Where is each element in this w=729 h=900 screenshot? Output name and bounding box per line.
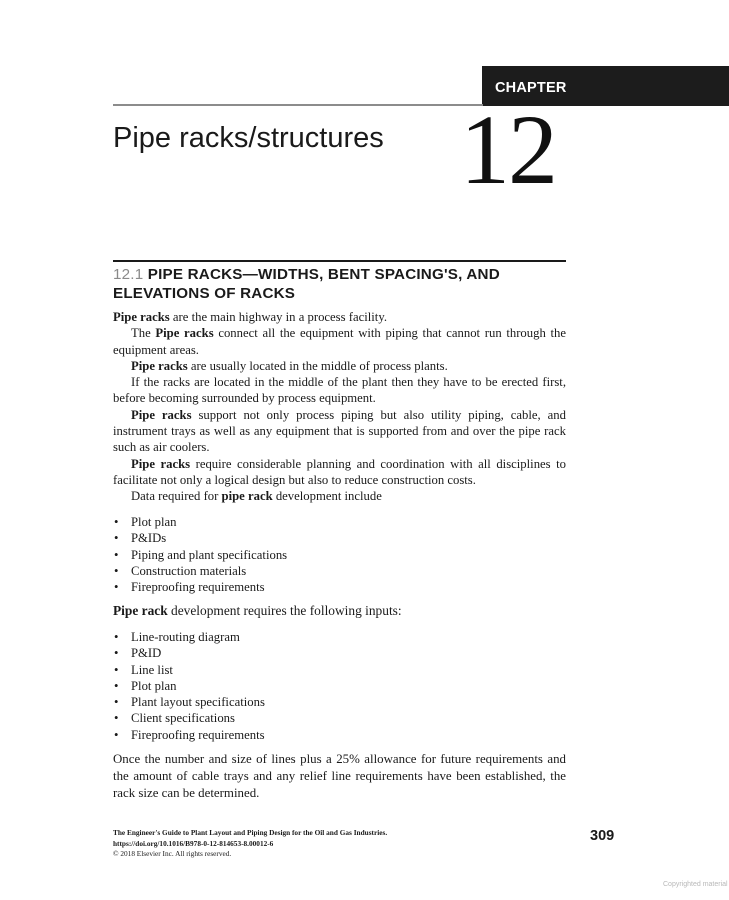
list-item: • Fireproofing requirements <box>114 580 265 595</box>
key-term: Pipe racks <box>131 358 188 373</box>
list-item: • Plot plan <box>114 515 177 529</box>
section-rule <box>113 260 566 262</box>
chapter-rule <box>113 104 483 106</box>
chapter-label: CHAPTER <box>495 80 567 96</box>
section-number: 12.1 <box>113 266 144 283</box>
inputs-lead-paragraph: Pipe rack development requires the following inputs: <box>113 603 402 618</box>
key-term: Pipe racks <box>155 326 214 341</box>
paragraph: Pipe racks are the main highway in a process facility. <box>113 310 388 324</box>
list-item: • Plant layout specifications <box>114 695 265 710</box>
key-term: Pipe racks <box>131 407 192 422</box>
list-item: • Plot plan <box>114 678 177 693</box>
bullet-icon: • <box>114 646 119 661</box>
list-item: • P&ID <box>114 646 162 661</box>
bullet-icon: • <box>114 711 119 726</box>
chapter-title: Pipe racks/structures <box>113 122 384 154</box>
body-paragraphs <box>113 309 566 505</box>
key-term: Pipe racks <box>131 456 191 471</box>
paragraph: Pipe racks require considerable planning and coordination with all disciplines to facilitate not only a logical design but also to reduce construction costs. <box>113 456 566 487</box>
bullet-icon: • <box>114 547 119 562</box>
paragraph: Pipe racks support not only process piping but also utility piping, cable, and instrument trays as well as any equipment that is supported from and over the pipe rack such as air coolers. <box>113 407 566 455</box>
paragraph: The Pipe racks connect all the equipment with piping that cannot run through the equipment areas. <box>113 326 566 357</box>
key-term: pipe rack <box>221 489 273 504</box>
list-item: • Line list <box>114 662 173 677</box>
watermark: Copyrighted material <box>663 881 728 888</box>
bullet-icon: • <box>114 531 119 546</box>
list-item: • Construction materials <box>114 563 247 578</box>
section-heading <box>113 266 573 303</box>
section-title: PIPE RACKS—WIDTHS, BENT SPACING'S, AND ELEVATIONS OF RACKS <box>113 266 500 302</box>
list-item: • Fireproofing requirements <box>114 727 265 742</box>
bullet-icon: • <box>114 678 119 693</box>
list-item: • P&IDs <box>114 531 167 546</box>
book-title: The Engineer's Guide to Plant Layout and Piping Design for the Oil and Gas Industries. <box>113 828 388 837</box>
bullet-icon: • <box>114 580 119 595</box>
bullet-icon: • <box>114 515 119 529</box>
copyright-notice: © 2018 Elsevier Inc. All rights reserved. <box>113 849 232 858</box>
bullet-icon: • <box>114 563 119 578</box>
paragraph: If the racks are located in the middle of the plant then they have to be erected first, before becoming surrounded by process equipment. <box>113 375 566 406</box>
page-number: 309 <box>590 828 615 844</box>
list-item: • Piping and plant specifications <box>114 547 288 562</box>
key-term: Pipe racks <box>113 310 170 324</box>
paragraph: Data required for pipe rack development include <box>131 489 382 504</box>
paragraph: Pipe racks are usually located in the middle of process plants. <box>131 358 448 373</box>
list-item: • Client specifications <box>114 711 235 726</box>
bullet-icon: • <box>114 727 119 742</box>
closing-paragraph: Once the number and size of lines plus a 25% allowance for future requirements and the amount of cable trays and any relief line requirements have been established, the rack size can be determined. <box>113 752 566 800</box>
key-term: Pipe rack <box>113 603 168 618</box>
bullet-icon: • <box>114 630 119 644</box>
inputs-list <box>113 629 566 743</box>
data-required-list <box>113 514 566 595</box>
footer-credit <box>113 828 387 860</box>
doi-link[interactable]: https://doi.org/10.1016/B978-0-12-814653-8.00012-6 <box>113 838 274 848</box>
bullet-icon: • <box>114 662 119 677</box>
chapter-number: 12 <box>460 94 556 205</box>
bullet-icon: • <box>114 695 119 710</box>
list-item: • Line-routing diagram <box>114 630 240 644</box>
